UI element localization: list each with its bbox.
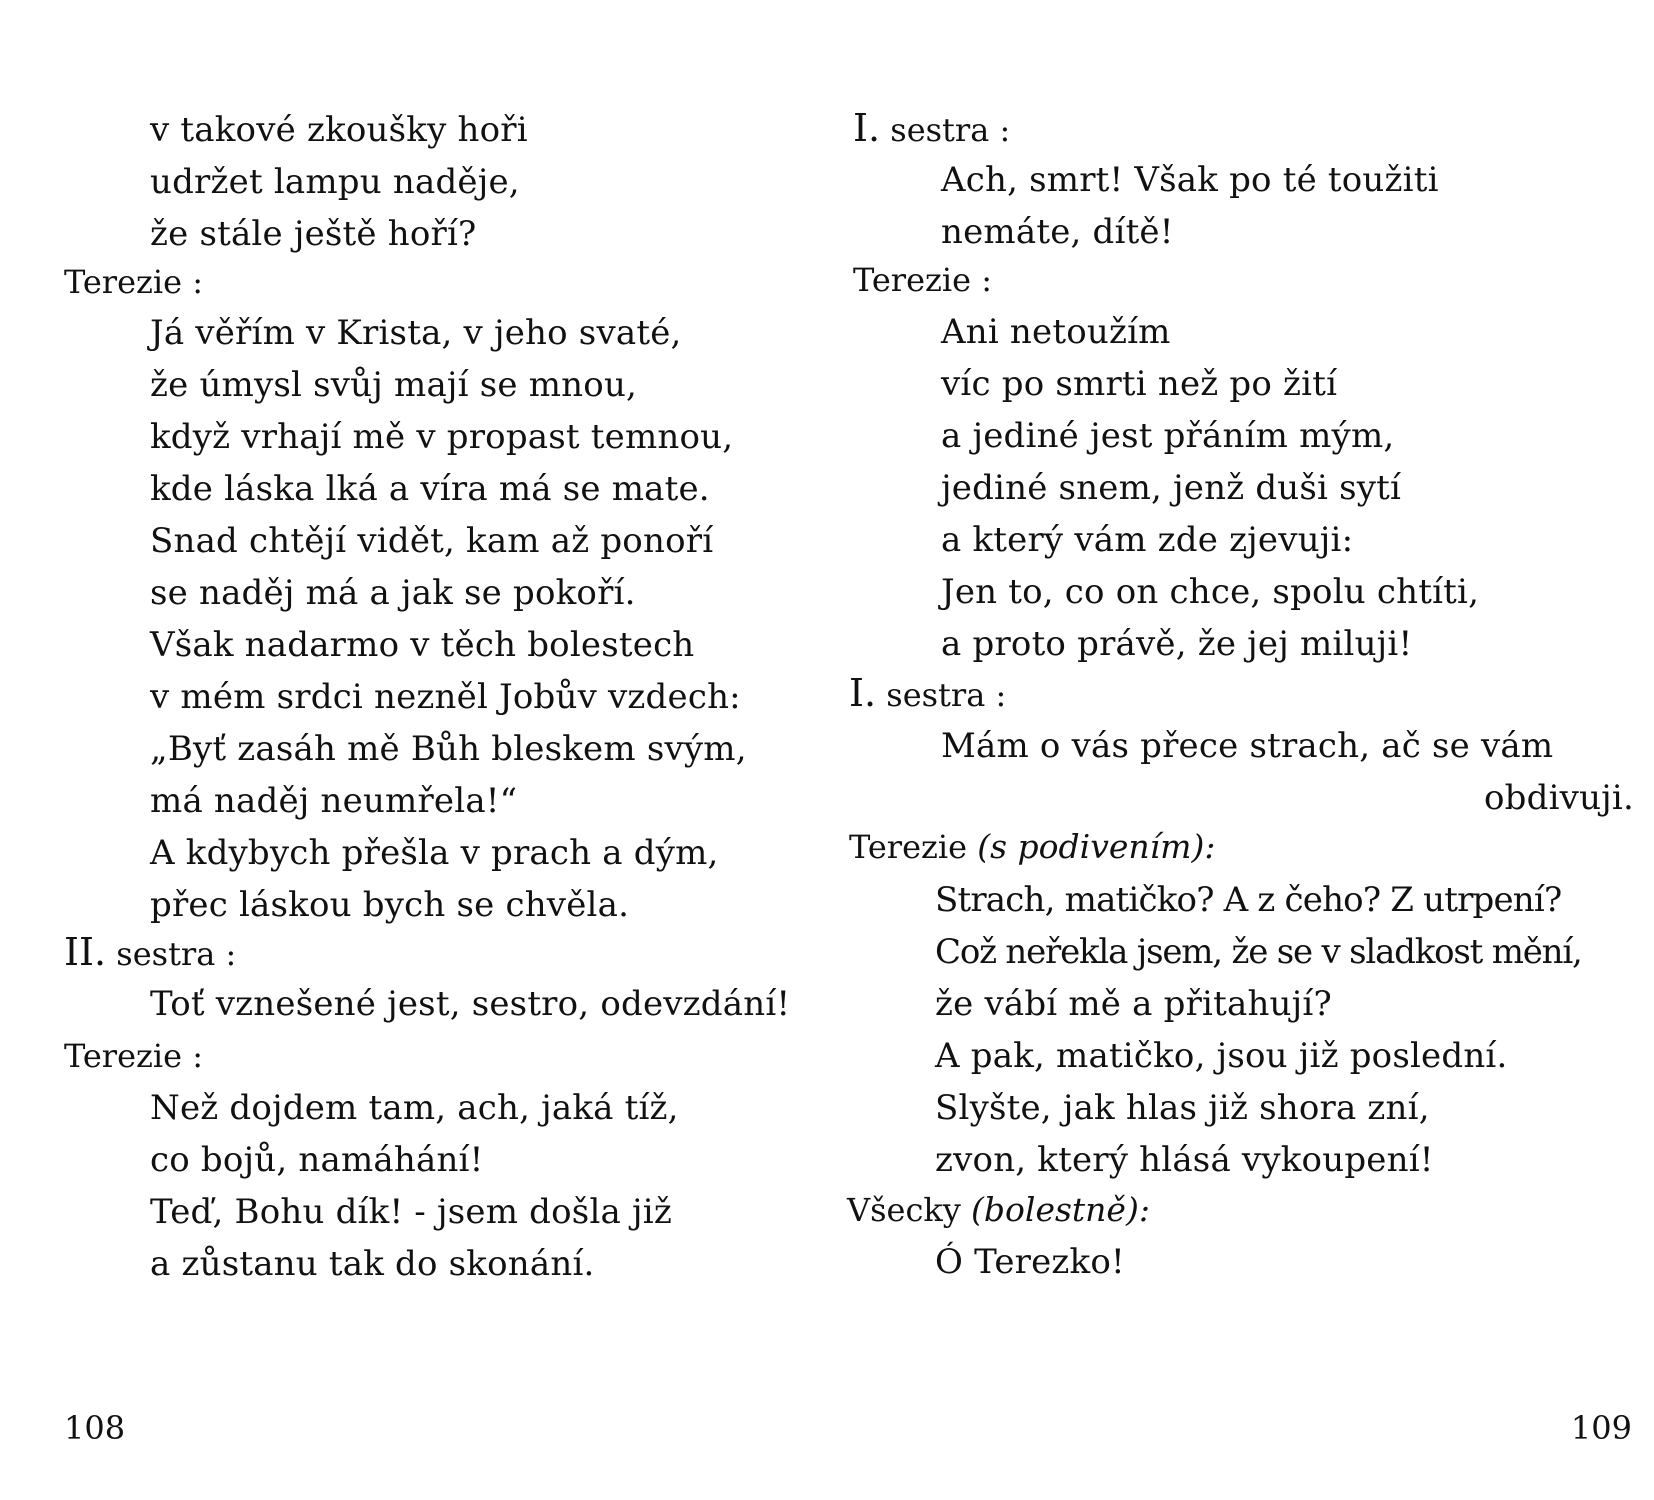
stage-direction: (s podivením): — [977, 827, 1216, 866]
speaker-label — [64, 932, 236, 974]
speaker-label — [847, 1190, 1150, 1230]
verse-line: Však nadarmo v těch bolestech — [150, 625, 695, 665]
speaker-name: Terezie — [64, 263, 183, 301]
speaker-colon: : — [999, 111, 1011, 149]
speaker-label — [64, 1036, 203, 1076]
verse-line: Snad chtějí vidět, kam až ponoří — [150, 521, 714, 561]
verse-line: že stále ještě hoří? — [150, 214, 477, 254]
verse-line: v takové zkoušky hoři — [150, 110, 528, 150]
verse-line: „Byť zasáh mě Bůh bleskem svým, — [150, 729, 747, 769]
verse-line: A kdybych přešla v prach a dým, — [150, 833, 719, 873]
verse-line: se naděj má a jak se pokoří. — [150, 573, 636, 613]
speaker-ordinal: II. — [64, 930, 107, 974]
verse-line: Slyšte, jak hlas již shora zní, — [935, 1088, 1430, 1128]
speaker-name: sestra — [890, 111, 990, 149]
verse-line: Jen to, co on chce, spolu chtíti, — [941, 572, 1480, 612]
right-page — [827, 0, 1654, 1500]
speaker-colon: : — [192, 1037, 204, 1075]
verse-line: Než dojdem tam, ach, jaká tíž, — [150, 1088, 679, 1128]
verse-line: Mám o vás přece strach, ač se vám — [941, 726, 1554, 766]
verse-line: Ach, smrt! Však po té toužiti — [941, 160, 1439, 200]
verse-line: a proto právě, že jej miluji! — [941, 624, 1413, 664]
verse-line: Ó Terezko! — [935, 1242, 1125, 1282]
speaker-label — [853, 260, 992, 300]
verse-line: Ani netoužím — [941, 312, 1171, 352]
verse-line: že úmysl svůj mají se mnou, — [150, 365, 638, 405]
verse-line: přec láskou bych se chvěla. — [150, 885, 630, 925]
verse-line: a jediné jest přáním mým, — [941, 416, 1395, 456]
verse-line: má naděj neumřela!“ — [150, 781, 518, 821]
verse-line: nemáte, dítě! — [941, 212, 1174, 252]
verse-line: co bojů, namáhání! — [150, 1140, 484, 1180]
verse-line: víc po smrti než po žití — [941, 364, 1338, 404]
speaker-ordinal: I. — [853, 106, 881, 150]
page-number: 109 — [1570, 1409, 1632, 1447]
verse-line: Teď, Bohu dík! - jsem došla již — [150, 1192, 672, 1232]
verse-line: že vábí mě a přitahují? — [935, 984, 1332, 1024]
verse-line: když vrhají mě v propast temnou, — [150, 417, 734, 457]
verse-line: a který vám zde zjevuji: — [941, 520, 1354, 560]
verse-line: Což neřekla jsem, že se v sladkost mění, — [935, 932, 1582, 972]
speaker-name: sestra — [886, 676, 986, 714]
verse-line: udržet lampu naděje, — [150, 162, 520, 202]
verse-line: v mém srdci nezněl Jobův vzdech: — [150, 677, 741, 717]
verse-line-continuation: obdivuji. — [1483, 778, 1634, 818]
speaker-name: sestra — [116, 935, 216, 973]
verse-line: Toť vznešené jest, sestro, odevzdání! — [150, 984, 791, 1024]
speaker-label — [64, 262, 203, 302]
stage-direction: (bolestně): — [971, 1190, 1150, 1229]
verse-line: A pak, matičko, jsou již poslední. — [935, 1036, 1508, 1076]
speaker-name: Terezie — [849, 828, 968, 866]
speaker-colon: : — [192, 263, 204, 301]
verse-line: a zůstanu tak do skonání. — [150, 1244, 595, 1284]
page-number: 108 — [64, 1409, 126, 1447]
speaker-label — [849, 673, 1006, 715]
verse-line: kde láska lká a víra má se mate. — [150, 469, 710, 509]
speaker-name: Terezie — [64, 1037, 183, 1075]
speaker-label — [853, 108, 1010, 150]
speaker-name: Terezie — [853, 261, 972, 299]
speaker-ordinal: I. — [849, 671, 877, 715]
verse-line: Já věřím v Krista, v jeho svaté, — [150, 313, 682, 353]
speaker-label — [849, 827, 1215, 867]
verse-line: Strach, matičko? A z čeho? Z utrpení? — [935, 880, 1562, 920]
speaker-colon: : — [225, 935, 237, 973]
speaker-colon: : — [995, 676, 1007, 714]
verse-line: zvon, který hlásá vykoupení! — [935, 1140, 1434, 1180]
speaker-colon: : — [981, 261, 993, 299]
speaker-name: Všecky — [847, 1191, 961, 1229]
verse-line: jediné snem, jenž duši sytí — [941, 468, 1402, 508]
